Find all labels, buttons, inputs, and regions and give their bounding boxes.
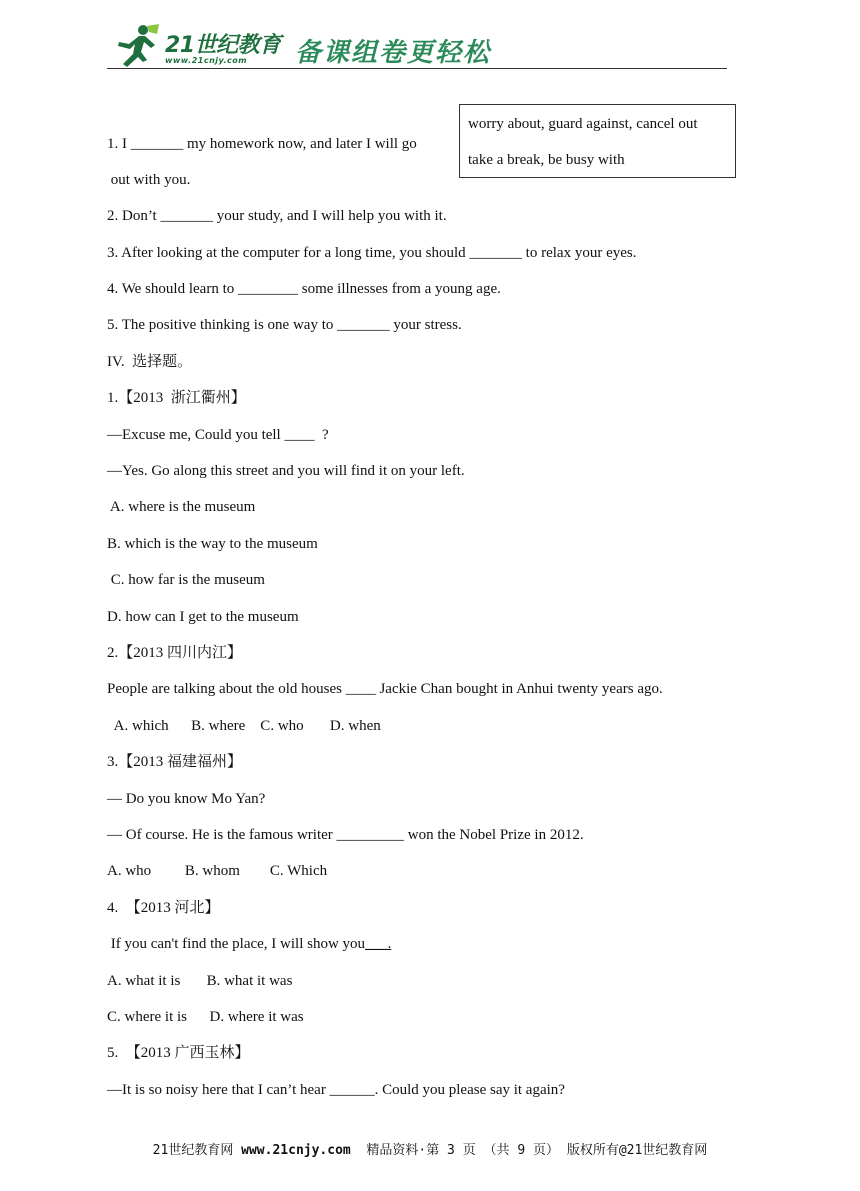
question-line: 4. We should learn to ________ some illnesses from a young age. (107, 281, 501, 297)
answer-options: A. who B. whom C. Which (107, 863, 328, 879)
answer-options: A. what it is B. what it was (107, 973, 293, 989)
question-line: —It is so noisy here that I can’t hear ______. Could you please say it again? (107, 1082, 565, 1098)
question-line: — Do you know Mo Yan? (107, 791, 266, 807)
question-line: 5. The positive thinking is one way to _______ your stress. (107, 317, 462, 333)
question-line: 3. After looking at the computer for a long time, you should _______ to relax your eyes. (107, 245, 637, 261)
question-line: —Yes. Go along this street and you will find it on your left. (107, 463, 465, 479)
answer-option: B. which is the way to the museum (107, 536, 318, 552)
answer-options: A. which B. where C. who D. when (107, 718, 381, 734)
footer-left: 21世纪教育网 (152, 1143, 242, 1158)
question-source: 2.【2013 四川内江】 (107, 645, 243, 661)
answer-blank: ___. (365, 936, 392, 952)
question-line: out with you. (107, 172, 191, 188)
header-divider (107, 68, 727, 69)
answer-option: C. how far is the museum (107, 572, 265, 588)
question-line: People are talking about the old houses ____ Jackie Chan bought in Anhui twenty years ago. (107, 681, 663, 697)
question-text: If you can't find the place, I will show you (107, 936, 366, 952)
question-line (107, 935, 391, 953)
page-footer (0, 1139, 860, 1158)
running-man-logo-icon (113, 24, 161, 68)
footer-right: 精品资料·第 3 页 （共 9 页） 版权所有@21世纪教育网 (350, 1143, 708, 1158)
question-source: 3.【2013 福建福州】 (107, 754, 243, 770)
logo-url: www.21cnjy.com (165, 56, 248, 65)
question-source: 1.【2013 浙江衢州】 (107, 390, 246, 406)
question-line: 2. Don’t _______ your study, and I will help you with it. (107, 208, 447, 224)
question-source: 5. 【2013 广西玉林】 (107, 1045, 250, 1061)
word-bank-line-2: take a break, be busy with (468, 152, 625, 168)
word-bank-line-1: worry about, guard against, cancel out (468, 116, 698, 132)
word-bank-box (459, 104, 736, 178)
header-slogan: 备课组卷更轻松 (295, 38, 492, 68)
section-heading: IV. 选择题。 (107, 354, 193, 370)
question-line: — Of course. He is the famous writer _________ won the Nobel Prize in 2012. (107, 827, 584, 843)
logo-text: 21世纪教育 (165, 33, 281, 58)
answer-option: A. where is the museum (107, 499, 256, 515)
page-header (107, 22, 727, 72)
question-source: 4. 【2013 河北】 (107, 900, 220, 916)
question-line: —Excuse me, Could you tell ____ ? (107, 427, 329, 443)
answer-options: C. where it is D. where it was (107, 1009, 304, 1025)
footer-site-link[interactable]: www.21cnjy.com (241, 1143, 351, 1158)
answer-option: D. how can I get to the museum (107, 609, 299, 625)
question-line: 1. I _______ my homework now, and later I will go (107, 136, 417, 152)
